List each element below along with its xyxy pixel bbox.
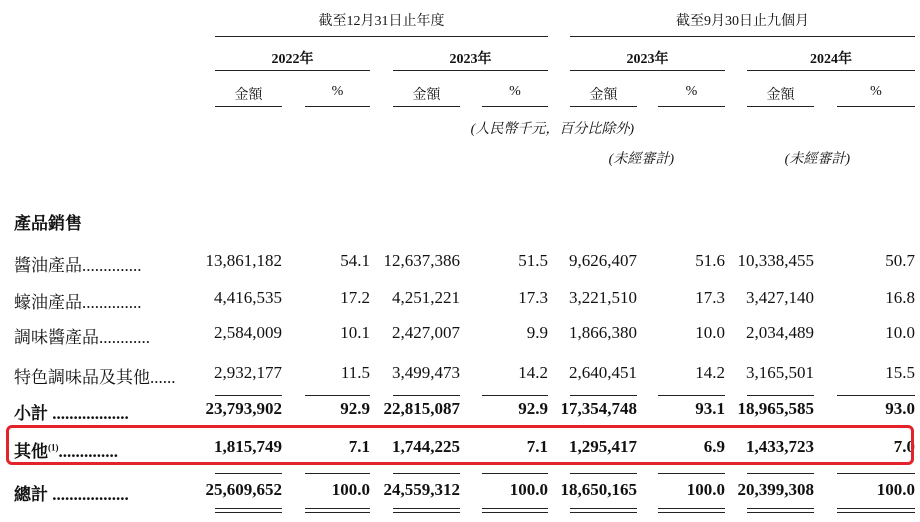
row-label-text: 調味醬產品............ [14, 328, 150, 347]
cell-pct: 100.0 [686, 480, 725, 499]
cell-pct: 93.1 [695, 399, 725, 418]
row-label-text: 蠔油產品.............. [14, 293, 142, 312]
group-header-year-end: 截至12月31日止年度 [318, 14, 445, 29]
cell-amount: 13,861,182 [205, 251, 282, 270]
unaudited-note: (未經審計) [784, 152, 850, 167]
double-rule [570, 508, 637, 509]
cell-pct: 6.9 [703, 437, 725, 456]
double-rule [393, 512, 460, 513]
rule [482, 473, 548, 474]
rule [747, 70, 915, 71]
rule [658, 473, 725, 474]
cell-pct: 10.1 [340, 323, 370, 342]
rule [393, 395, 460, 396]
cell-pct: 7.1 [526, 437, 548, 456]
cell-amount: 18,650,165 [560, 480, 637, 499]
row-label-text: 特色調味品及其他...... [14, 368, 176, 387]
cell-amount: 3,499,473 [392, 363, 460, 382]
unit-note: (人民幣千元，百分比除外) [470, 122, 634, 137]
double-rule [837, 512, 915, 513]
year-header: 2024年 [810, 52, 852, 67]
leader-dots: .............. [58, 442, 118, 461]
cell-pct: 17.2 [340, 288, 370, 307]
cell-amount: 4,416,535 [214, 288, 282, 307]
rule [393, 473, 460, 474]
rule [305, 473, 370, 474]
cell-pct: 93.0 [885, 399, 915, 418]
year-header: 2023年 [626, 52, 669, 67]
cell-amount: 9,626,407 [569, 251, 637, 270]
double-rule [482, 508, 548, 509]
cell-pct: 54.1 [340, 251, 370, 270]
cell-amount: 12,637,386 [383, 251, 460, 270]
rule [482, 106, 548, 107]
cell-amount: 2,584,009 [214, 323, 282, 342]
rule [837, 106, 915, 107]
cell-pct: 14.2 [518, 363, 548, 382]
footnote-marker: (1) [48, 442, 59, 453]
year-header: 2023年 [449, 52, 492, 67]
cell-pct: 100.0 [876, 480, 915, 499]
cell-pct: 51.6 [695, 251, 725, 270]
cell-amount: 1,815,749 [214, 437, 282, 456]
rule [570, 473, 637, 474]
col-header-amount: 金額 [234, 88, 263, 103]
rule [215, 395, 282, 396]
cell-amount: 17,354,748 [560, 399, 637, 418]
rule [747, 395, 814, 396]
cell-amount: 25,609,652 [205, 480, 282, 499]
rule [570, 106, 637, 107]
col-header-pct: % [685, 84, 698, 99]
cell-pct: 7.0 [893, 437, 915, 456]
cell-pct: 14.2 [695, 363, 725, 382]
cell-pct: 17.3 [518, 288, 548, 307]
double-rule [837, 508, 915, 509]
double-rule [393, 508, 460, 509]
rule [215, 70, 370, 71]
row-label-text: 其他 [14, 442, 48, 461]
row-label [14, 323, 150, 348]
row-label-text: 醬油產品.............. [14, 256, 142, 275]
highlight-box [6, 425, 914, 465]
cell-amount: 23,793,902 [205, 399, 282, 418]
rule [393, 70, 548, 71]
cell-amount: 3,165,501 [746, 363, 814, 382]
row-label-text: 總計 .................. [14, 485, 129, 504]
double-rule [305, 508, 370, 509]
col-header-amount: 金額 [412, 88, 441, 103]
double-rule [215, 508, 282, 509]
cell-pct: 7.1 [348, 437, 370, 456]
rule [305, 106, 370, 107]
double-rule [747, 508, 814, 509]
year-header: 2022年 [271, 52, 314, 67]
cell-pct: 10.0 [885, 323, 915, 342]
cell-pct: 92.9 [518, 399, 548, 418]
cell-pct: 50.7 [885, 251, 915, 270]
cell-amount: 24,559,312 [383, 480, 460, 499]
cell-pct: 92.9 [340, 399, 370, 418]
cell-amount: 22,815,087 [383, 399, 460, 418]
cell-amount: 1,866,380 [569, 323, 637, 342]
cell-amount: 20,399,308 [737, 480, 814, 499]
row-label [14, 363, 176, 388]
col-header-amount: 金額 [589, 88, 618, 103]
rule [658, 106, 725, 107]
cell-pct: 100.0 [509, 480, 548, 499]
cell-amount: 2,640,451 [569, 363, 637, 382]
section-title: 產品銷售 [14, 214, 82, 233]
cell-pct: 51.5 [518, 251, 548, 270]
col-header-pct: % [870, 84, 882, 99]
rule [747, 473, 814, 474]
cell-amount: 2,932,177 [214, 363, 282, 382]
cell-amount: 3,221,510 [569, 288, 637, 307]
rule [215, 473, 282, 474]
cell-pct: 17.3 [695, 288, 725, 307]
rule [305, 395, 370, 396]
row-label [14, 251, 142, 276]
cell-amount: 2,427,007 [392, 323, 460, 342]
rule [482, 395, 548, 396]
double-rule [658, 512, 725, 513]
rule [570, 70, 725, 71]
double-rule [747, 512, 814, 513]
cell-pct: 100.0 [331, 480, 370, 499]
col-header-pct: % [509, 84, 521, 99]
row-label [14, 288, 142, 313]
row-label [14, 399, 129, 424]
cell-pct: 11.5 [340, 363, 370, 382]
rule [837, 473, 915, 474]
row-label-text: 小計 .................. [14, 404, 129, 423]
cell-amount: 18,965,585 [737, 399, 814, 418]
double-rule [305, 512, 370, 513]
cell-pct: 16.8 [885, 288, 915, 307]
row-label [14, 480, 129, 505]
rule [570, 395, 637, 396]
rule [215, 36, 548, 37]
cell-amount: 3,427,140 [746, 288, 814, 307]
cell-amount: 10,338,455 [737, 251, 814, 270]
col-header-pct: % [331, 84, 344, 99]
double-rule [482, 512, 548, 513]
group-header-nine-months: 截至9月30日止九個月 [676, 14, 809, 29]
rule [837, 395, 915, 396]
cell-pct: 9.9 [526, 323, 548, 342]
cell-pct: 15.5 [885, 363, 915, 382]
cell-amount: 4,251,221 [392, 288, 460, 307]
rule [658, 395, 725, 396]
cell-amount: 1,744,225 [392, 437, 460, 456]
cell-amount: 2,034,489 [746, 323, 814, 342]
double-rule [658, 508, 725, 509]
cell-amount: 1,295,417 [569, 437, 637, 456]
rule [393, 106, 460, 107]
rule [215, 106, 282, 107]
double-rule [570, 512, 637, 513]
col-header-amount: 金額 [766, 88, 795, 103]
unaudited-note: (未經審計) [608, 152, 674, 167]
cell-pct: 10.0 [695, 323, 725, 342]
cell-amount: 1,433,723 [746, 437, 814, 456]
rule [747, 106, 814, 107]
rule [570, 36, 915, 37]
double-rule [215, 512, 282, 513]
